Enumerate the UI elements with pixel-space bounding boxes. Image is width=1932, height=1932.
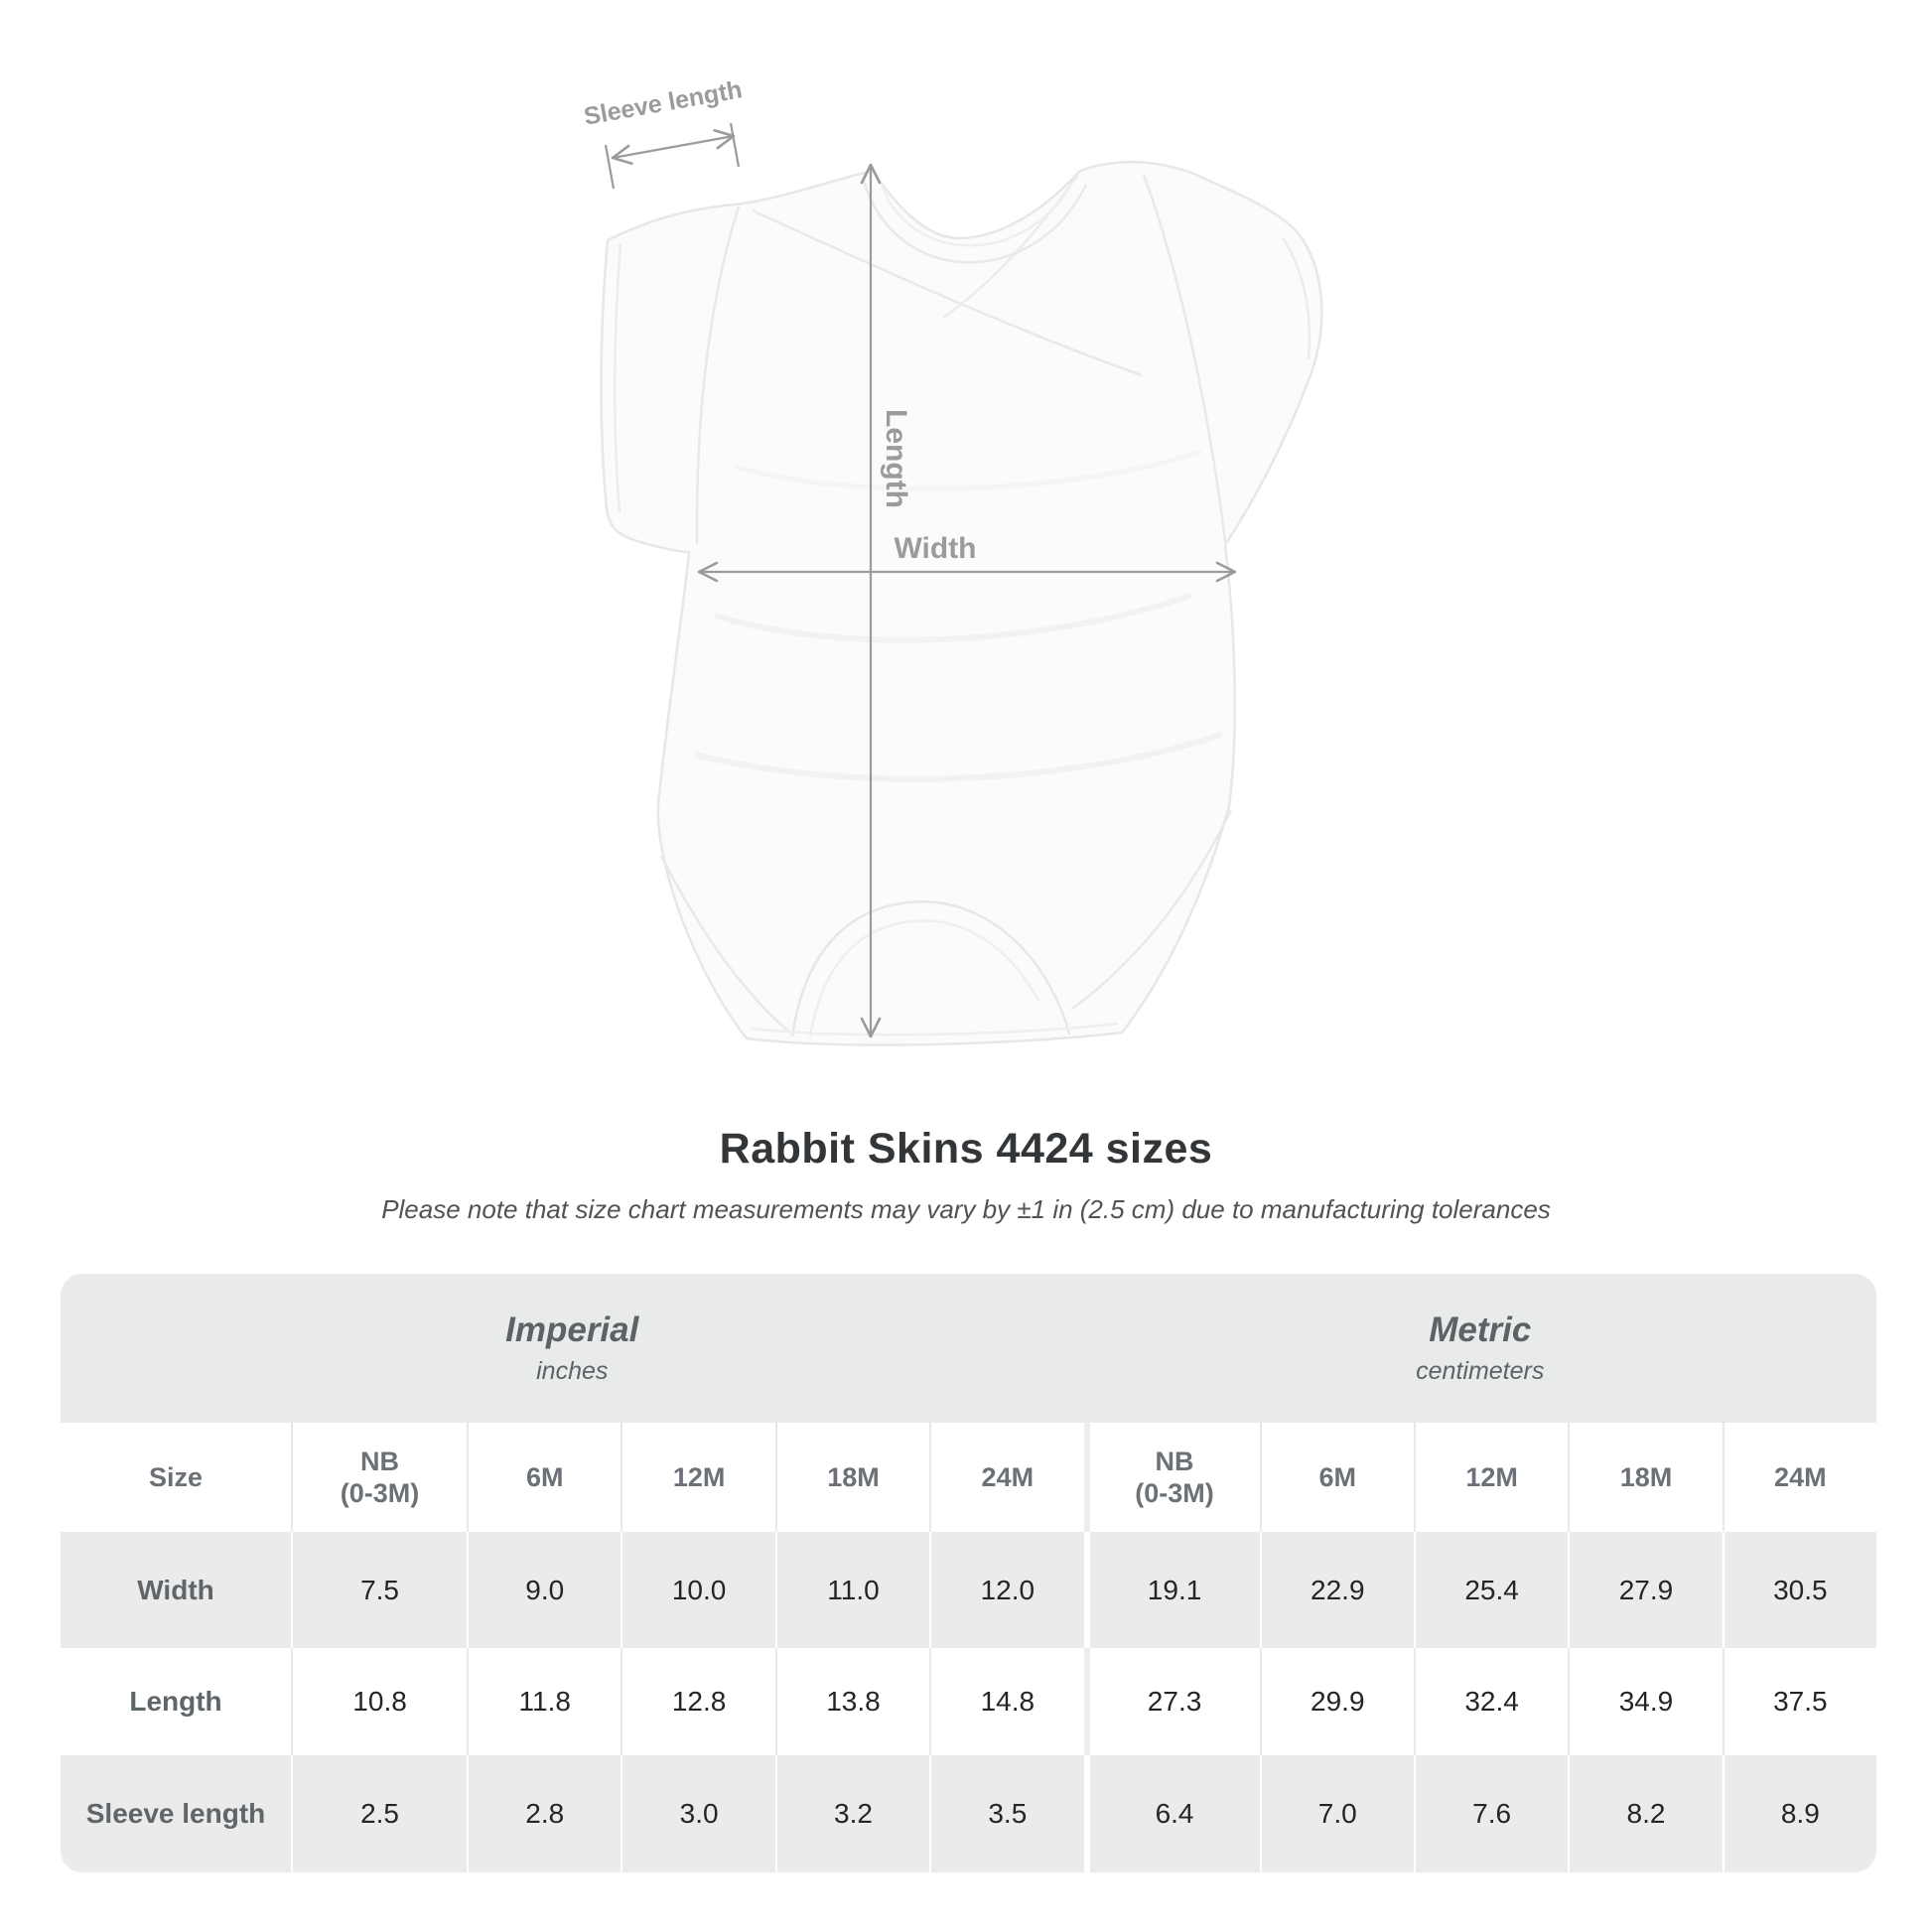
value-cell: 3.5 bbox=[929, 1755, 1083, 1872]
value-cell: 12.0 bbox=[929, 1532, 1083, 1648]
unit-band bbox=[61, 1274, 1876, 1423]
value-cell: 7.6 bbox=[1414, 1755, 1568, 1872]
value-cell: 27.9 bbox=[1568, 1532, 1722, 1648]
imperial-unit: inches bbox=[536, 1357, 609, 1385]
page-title: Rabbit Skins 4424 sizes bbox=[719, 1125, 1213, 1173]
row-label: Width bbox=[137, 1574, 214, 1605]
value-cell: 2.5 bbox=[291, 1755, 467, 1872]
col-header-nb-imperial: NB (0-3M) bbox=[291, 1423, 467, 1532]
value-cell: 22.9 bbox=[1260, 1532, 1414, 1648]
sleeve-tick-left bbox=[606, 145, 614, 189]
col-header-18m-metric: 18M bbox=[1568, 1423, 1722, 1532]
value-cell: 9.0 bbox=[467, 1532, 621, 1648]
col-header-6m-metric: 6M bbox=[1260, 1423, 1414, 1532]
width-label: Width bbox=[894, 532, 977, 565]
col-header-6m-imperial: 6M bbox=[467, 1423, 621, 1532]
metric-group-header bbox=[1084, 1274, 1877, 1423]
col-header-nb-metric: NB (0-3M) bbox=[1084, 1423, 1260, 1532]
row-label: Sleeve length bbox=[85, 1798, 266, 1829]
col-header-12m-imperial: 12M bbox=[621, 1423, 774, 1532]
row-label: Length bbox=[129, 1686, 222, 1717]
value-cell: 10.8 bbox=[291, 1648, 467, 1755]
value-cell: 10.0 bbox=[621, 1532, 774, 1648]
value-cell: 27.3 bbox=[1084, 1648, 1260, 1755]
value-cell: 3.0 bbox=[621, 1755, 774, 1872]
page-subtitle: Please note that size chart measurements may vary by ±1 in (2.5 cm) due to manufacturing tolerances bbox=[381, 1194, 1551, 1224]
col-header-24m-imperial: 24M bbox=[929, 1423, 1083, 1532]
col-header-18m-imperial: 18M bbox=[775, 1423, 929, 1532]
column-header-row bbox=[61, 1423, 1876, 1532]
table-row-length bbox=[61, 1648, 1876, 1755]
table-row-sleeve-length bbox=[61, 1755, 1876, 1872]
length-label: Length bbox=[880, 409, 912, 508]
onesie-garment bbox=[601, 162, 1321, 1044]
size-column-header: Size bbox=[148, 1461, 204, 1492]
value-cell: 8.9 bbox=[1723, 1755, 1876, 1872]
value-cell: 19.1 bbox=[1084, 1532, 1260, 1648]
metric-unit: centimeters bbox=[1416, 1357, 1545, 1385]
imperial-group-header bbox=[61, 1274, 1084, 1423]
sleeve-length-label: Sleeve length bbox=[582, 75, 745, 131]
value-cell: 3.2 bbox=[775, 1755, 929, 1872]
value-cell: 11.8 bbox=[467, 1648, 621, 1755]
value-cell: 34.9 bbox=[1568, 1648, 1722, 1755]
table-row-width bbox=[61, 1532, 1876, 1648]
value-cell: 8.2 bbox=[1568, 1755, 1722, 1872]
metric-label: Metric bbox=[1429, 1311, 1532, 1349]
value-cell: 25.4 bbox=[1414, 1532, 1568, 1648]
sleeve-length-arrow bbox=[613, 136, 734, 158]
value-cell: 29.9 bbox=[1260, 1648, 1414, 1755]
value-cell: 6.4 bbox=[1084, 1755, 1260, 1872]
value-cell: 13.8 bbox=[775, 1648, 929, 1755]
imperial-label: Imperial bbox=[505, 1311, 639, 1349]
col-header-12m-metric: 12M bbox=[1414, 1423, 1568, 1532]
value-cell: 7.0 bbox=[1260, 1755, 1414, 1872]
value-cell: 2.8 bbox=[467, 1755, 621, 1872]
value-cell: 7.5 bbox=[291, 1532, 467, 1648]
col-header-24m-metric: 24M bbox=[1723, 1423, 1876, 1532]
value-cell: 11.0 bbox=[775, 1532, 929, 1648]
size-table bbox=[61, 1274, 1876, 1872]
value-cell: 30.5 bbox=[1723, 1532, 1876, 1648]
sleeve-tick-right bbox=[731, 123, 739, 167]
value-cell: 14.8 bbox=[929, 1648, 1083, 1755]
value-cell: 37.5 bbox=[1723, 1648, 1876, 1755]
value-cell: 32.4 bbox=[1414, 1648, 1568, 1755]
value-cell: 12.8 bbox=[621, 1648, 774, 1755]
